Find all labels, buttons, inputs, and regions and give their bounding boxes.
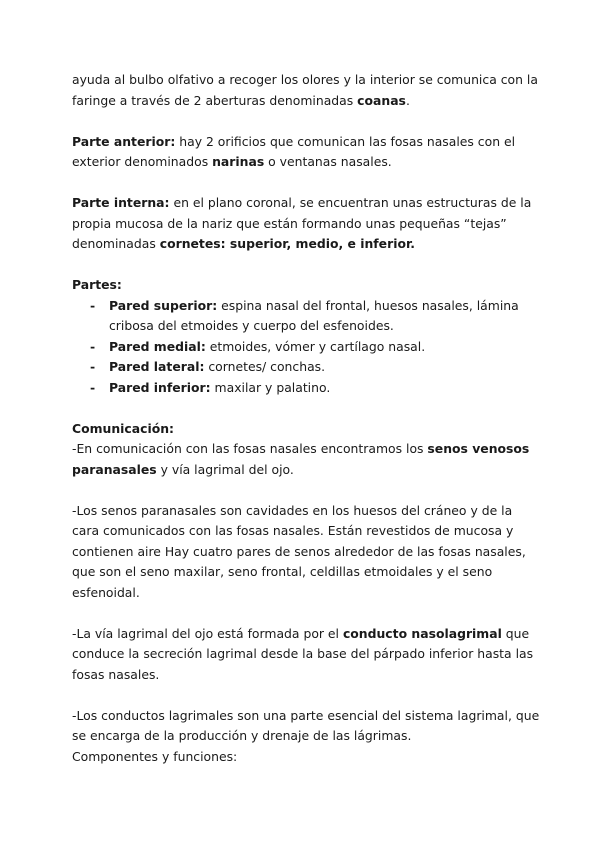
heading-partes: Partes:: [72, 277, 122, 292]
term-coanas: coanas: [357, 92, 406, 108]
heading-comunicacion: Comunicación:: [72, 420, 174, 436]
term-narinas: narinas: [212, 154, 265, 169]
paragraph-parte-anterior: Parte anterior: hay 2 orificios que comunican las fosas nasales con el exterior denominados narinas o ventanas nasales.: [72, 133, 516, 169]
heading-parte-interna: Parte interna:: [72, 195, 170, 210]
paragraph-conductos-lagrimales: -Los conductos lagrimales son una parte esencial del sistema lagrimal, que se encarga de la producción y drenaje de las lágrimas.: [72, 707, 540, 743]
term-conducto-nasolagrimal: conducto nasolagrimal: [342, 625, 502, 641]
paragraph-olfactory: ayuda al bulbo olfativo a recoger los olores y la interior se comunica con la faringe a través de 2 aberturas denominadas coanas.: [72, 72, 538, 108]
paragraph-componentes: Componentes y funciones:: [72, 748, 238, 764]
paragraph-senos-paranasales: -Los senos paranasales son cavidades en los huesos del cráneo y de la cara comunicados con las fosas nasales. Están revestidos de mucosa y contienen aire Hay cuatro pares de senos alrededor de las fosas nasales, que son el seno maxilar, seno frontal, celdillas etmoidales y el seno esfenoidal.: [72, 502, 526, 600]
term-senos-venosos: senos venosos paranasales: [72, 441, 530, 477]
heading-parte-anterior: Parte anterior:: [72, 133, 176, 149]
list-item: - Pared medial: etmoides, vómer y cartílago nasal.: [90, 338, 426, 354]
list-item: - Pared superior: espina nasal del frontal, huesos nasales, lámina cribosa del etmoides y cuerpo del esfenoides.: [90, 297, 519, 333]
paragraph-parte-interna: Parte interna: en el plano coronal, se encuentran unas estructuras de la propia mucosa de la nariz que están formando unas pequeñas “tejas” denominadas cornetes: superior, medio, e inferior.: [72, 195, 532, 251]
partes-list: [72, 296, 542, 399]
list-item: - Pared inferior: maxilar y palatino.: [90, 379, 331, 395]
list-item: - Pared lateral: cornetes/ conchas.: [90, 359, 326, 374]
document-body: [72, 70, 542, 767]
term-cornetes: cornetes: superior, medio, e inferior.: [159, 236, 416, 251]
paragraph-via-lagrimal: -La vía lagrimal del ojo está formada por el conducto nasolagrimal que conduce la secreción lagrimal desde la base del párpado inferior hasta las fosas nasales.: [72, 625, 534, 682]
paragraph-comunicacion-intro: -En comunicación con las fosas nasales encontramos los senos venosos paranasales y vía lagrimal del ojo.: [72, 441, 530, 477]
